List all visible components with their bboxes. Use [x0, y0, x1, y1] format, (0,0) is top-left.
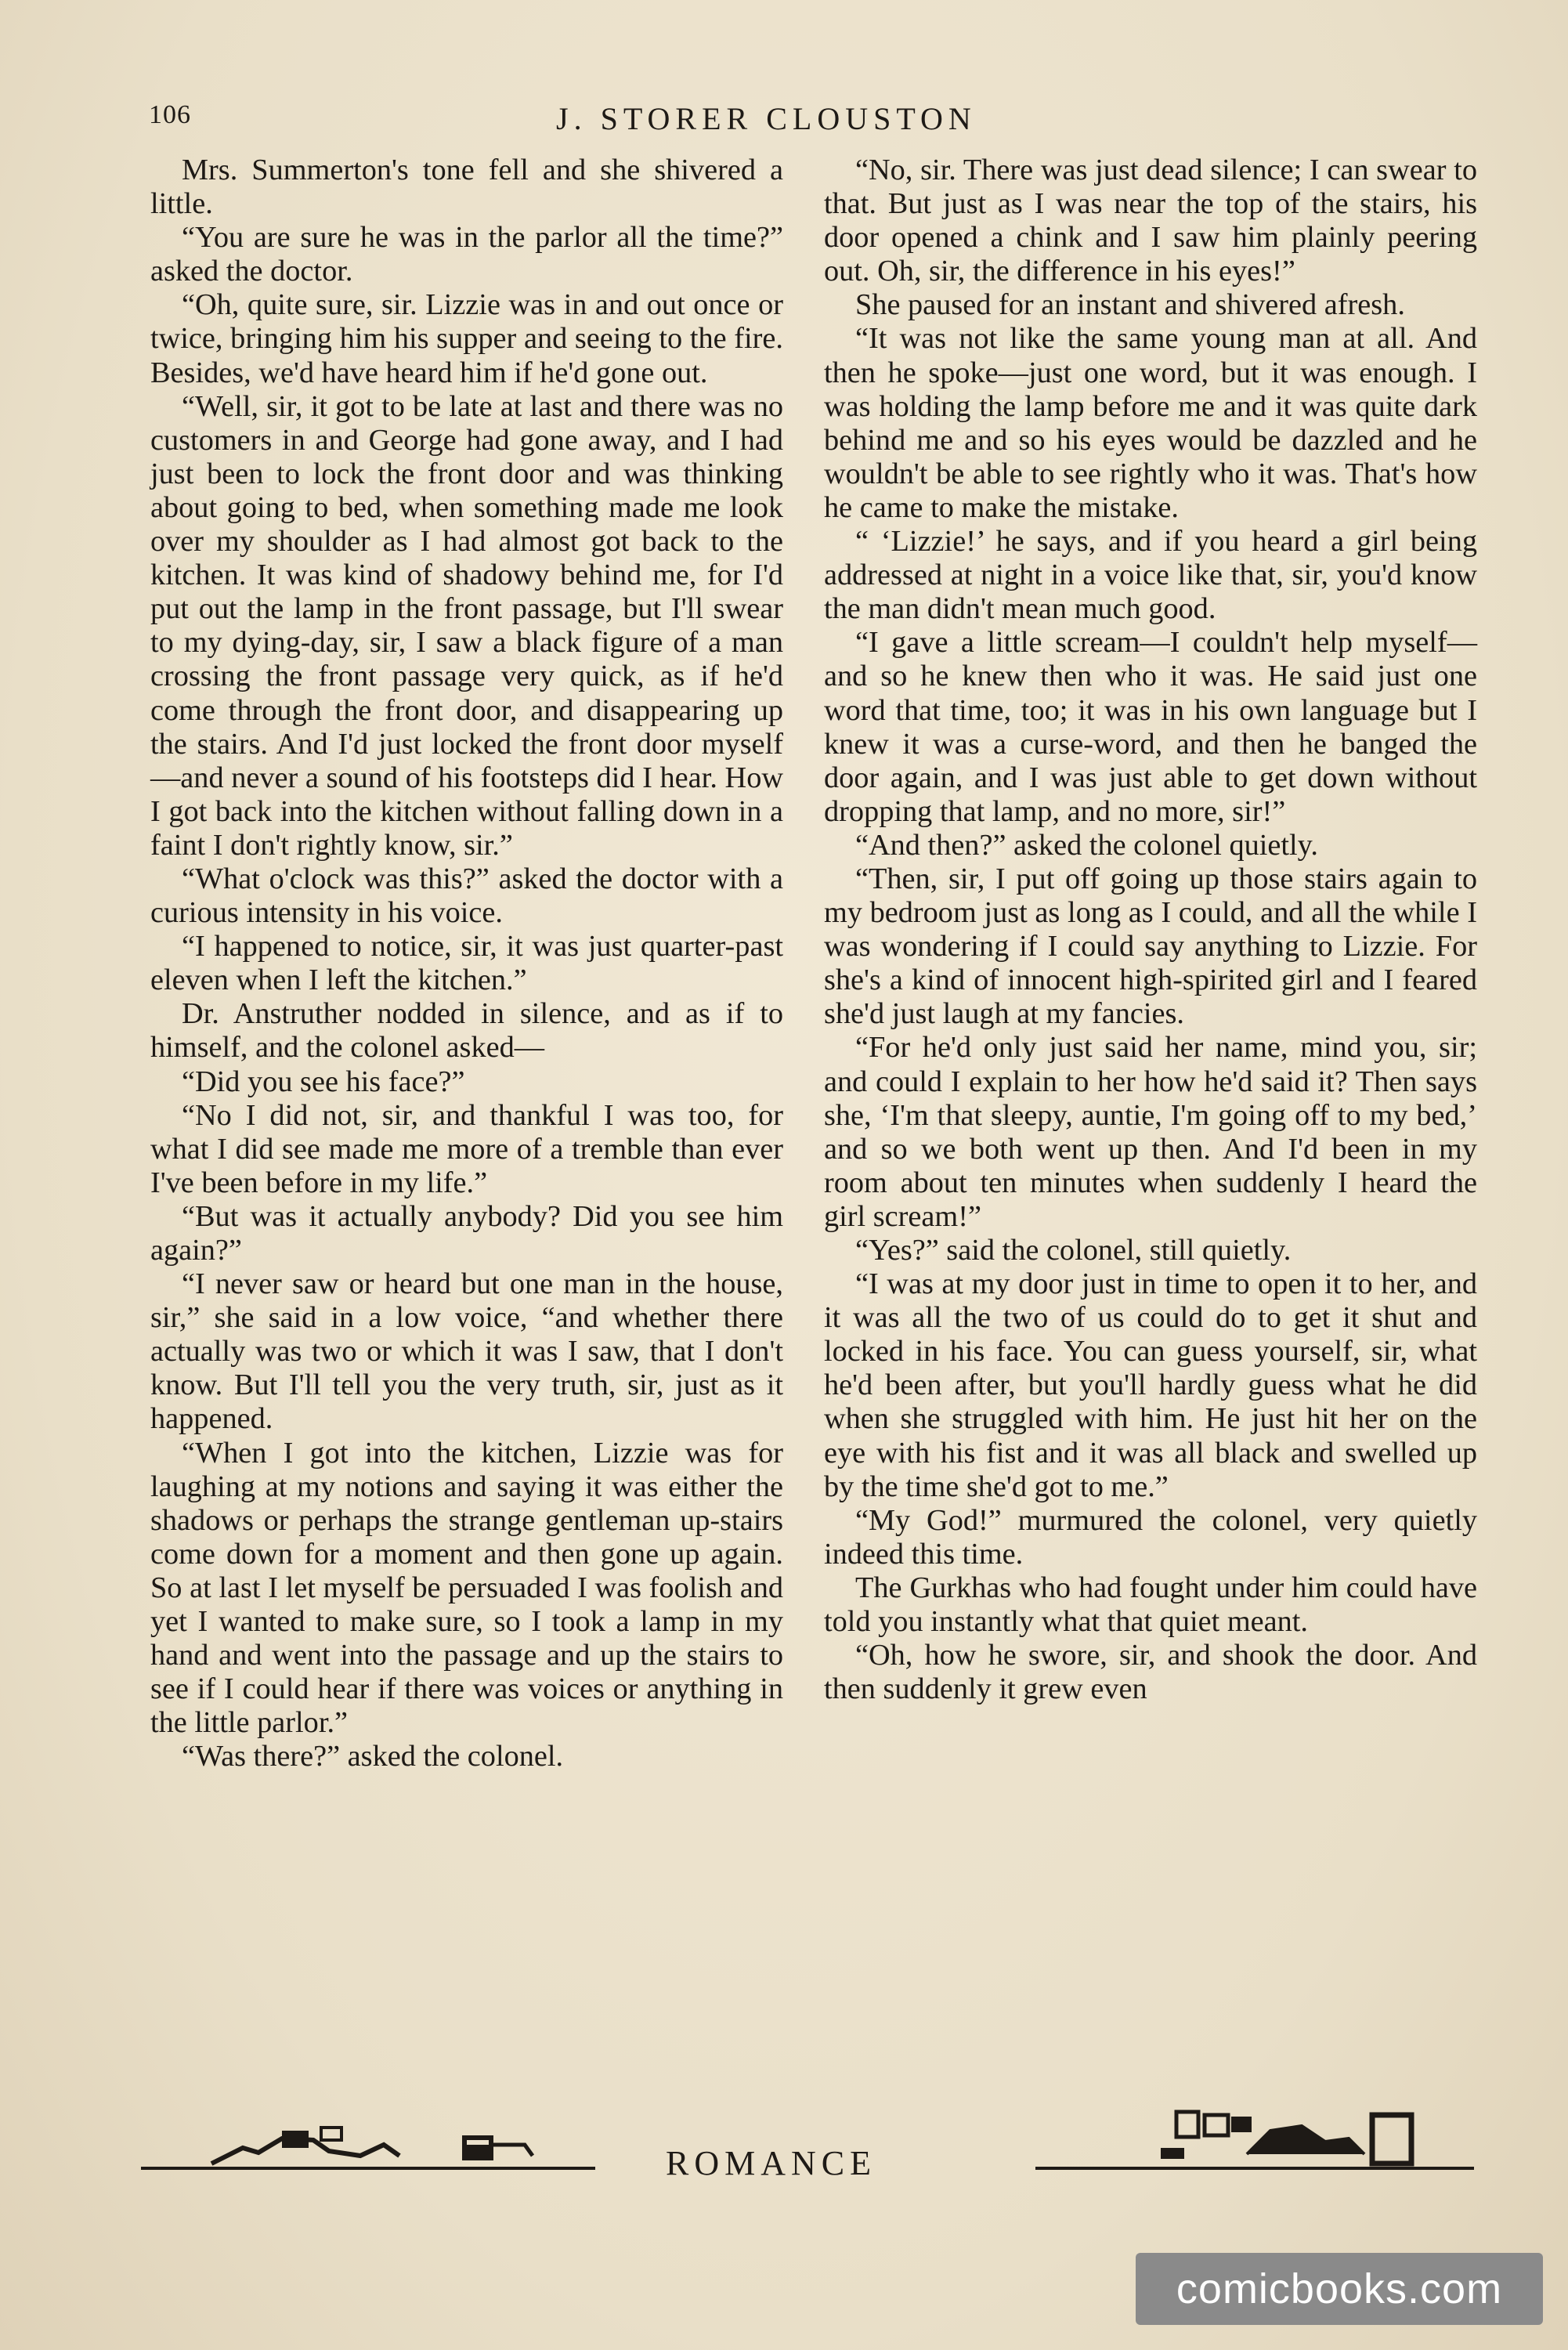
paragraph: “For he'd only just said her name, mind you, sir; and could I explain to her how he'd said it? Then says she, ‘I'm that sleepy, auntie, I'm going off to my bed,’ and so we both went up then. And I'd been in my room about ten minutes when suddenly I heard the girl scream!”: [824, 1031, 1477, 1233]
paragraph: “It was not like the same young man at all. And then he spoke—just one word, but it was enough. I was holding the lamp before me and it was quite dark behind me and so his eyes would be dazzled and he wouldn't be able to see rightly who it was. That's how he came to make the mistake.: [824, 322, 1477, 524]
paragraph: “My God!” murmured the colonel, very quietly indeed this time.: [824, 1503, 1477, 1571]
paragraph: “Did you see his face?”: [182, 1065, 465, 1098]
paragraph: “No, sir. There was just dead silence; I can swear to that. But just as I was near the top of the stairs, his door opened a chink and I saw him plainly peering out. Oh, sir, the difference in his eyes!”: [824, 154, 1477, 288]
paragraph: “And then?” asked the colonel quietly.: [855, 828, 1318, 862]
paragraph: She paused for an instant and shivered afresh.: [855, 288, 1405, 322]
paragraph: “You are sure he was in the parlor all the time?” asked the doctor.: [150, 221, 783, 288]
paragraph: “Well, sir, it got to be late at last and there was no customers in and George had gone away, and I had just been to lock the front door and was thinking about going to bed, when something made me look over my shoulder as I had almost got back to the kitchen. It was kind of shadowy behind me, for I'd put out the lamp in the front passage, but I'll swear to my dying-day, sir, I saw a black figure of a man crossing the front passage very quick, as if he'd come through the front door, and disappearing up the stairs. And I'd just locked the front door myself—and never a sound of his footsteps did I hear. How I got back into the kitchen without falling down in a faint I don't rightly know, sir.”: [150, 389, 783, 862]
right-text-column: [824, 154, 1477, 1706]
paragraph: Mrs. Summerton's tone fell and she shivered a little.: [150, 154, 783, 221]
paragraph: “I gave a little scream—I couldn't help myself—and so he knew then who it was. He said just one word that time, too; it was in his own language but I knew it was a curse-word, and then he banged the door again, and I was just able to get down without dropping that lamp, and no more, sir!”: [824, 626, 1477, 828]
paragraph: “I happened to notice, sir, it was just quarter-past eleven when I left the kitchen.”: [150, 930, 783, 997]
paragraph: “Then, sir, I put off going up those stairs again to my bedroom just as long as I could, and all the while I was wondering if I could say anything to Lizzie. For she's a kind of innocent high-spirited girl and I feared she'd just laugh at my fancies.: [824, 862, 1477, 1031]
magazine-title: ROMANCE: [666, 2144, 877, 2182]
paragraph: Dr. Anstruther nodded in silence, and as if to himself, and the colonel asked—: [150, 997, 783, 1065]
paragraph: “Yes?” said the colonel, still quietly.: [855, 1234, 1292, 1267]
page-number: 106: [149, 100, 191, 129]
paragraph: “ ‘Lizzie!’ he says, and if you heard a girl being addressed at night in a voice like that, sir, you'd know the man didn't mean much good.: [824, 525, 1477, 626]
page-footer: [141, 2138, 1474, 2201]
paragraph: The Gurkhas who had fought under him could have told you instantly what that quiet meant.: [824, 1571, 1477, 1639]
paragraph: “I was at my door just in time to open it to her, and it was all the two of us could do to get it shut and locked in his face. You can guess yourself, sir, what he'd been after, but you'll hardly guess what he did when she struggled with him. He just hit her on the eye with his fist and it was all black and swelled up by the time she'd got to me.”: [824, 1267, 1477, 1503]
watermark-badge: comicbooks.com: [1136, 2253, 1543, 2325]
paragraph: “I never saw or heard but one man in the house, sir,” she said in a low voice, “and whether there actually was two or which it was I saw, that I don't know. But I'll tell you the very truth, sir, just as it happened.: [150, 1267, 783, 1436]
paragraph: “No I did not, sir, and thankful I was too, for what I did see made me more of a tremble than ever I've been before in my life.”: [150, 1098, 783, 1199]
running-head-author: J. STORER CLOUSTON: [556, 101, 977, 136]
paragraph: “When I got into the kitchen, Lizzie was for laughing at my notions and saying it was either the shadows or perhaps the strange gentleman up-stairs come down for a moment and then gone up again. So at last I let myself be persuaded I was foolish and yet I wanted to make sure, so I took a lamp in my hand and went into the passage and up the stairs to see if I could hear if there was voices or anything in the little parlor.”: [150, 1436, 783, 1740]
paragraph: “But was it actually anybody? Did you see him again?”: [150, 1199, 783, 1267]
paragraph: “Was there?” asked the colonel.: [182, 1740, 564, 1773]
paragraph: “What o'clock was this?” asked the doctor with a curious intensity in his voice.: [150, 862, 783, 930]
left-text-column: [150, 154, 783, 1774]
paragraph: “Oh, how he swore, sir, and shook the door. And then suddenly it grew even: [824, 1639, 1477, 1706]
page-header: [149, 100, 1451, 147]
right-vignette-icon: [1114, 2107, 1443, 2170]
left-vignette-icon: [196, 2124, 572, 2168]
paragraph: “Oh, quite sure, sir. Lizzie was in and out once or twice, bringing him his supper and seeing to the fire. Besides, we'd have heard him if he'd gone out.: [150, 288, 783, 389]
